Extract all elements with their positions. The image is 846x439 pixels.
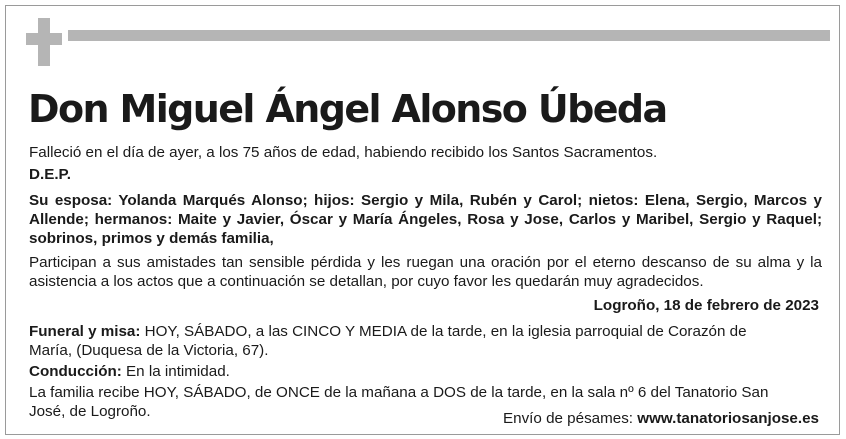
conduction-text (29, 362, 822, 381)
condolences-link[interactable]: www.tanatoriosanjose.es (637, 410, 819, 427)
condolences-line (29, 409, 819, 428)
intro-text: Falleció en el día de ayer, a los 75 años de edad, habiendo recibido los Santos Sacramentos. (29, 144, 658, 161)
funeral-label: Funeral y misa: (29, 323, 141, 340)
deceased-name: Don Miguel Ángel Alonso Úbeda (28, 87, 667, 131)
visitation-text: La familia recibe HOY, SÁBADO, de ONCE de la mañana a DOS de la tarde, en la sala nº 6 del Tanatorio San José, de Logroño. (29, 384, 769, 420)
family-text: Su esposa: Yolanda Marqués Alonso; hijos: Sergio y Mila, Rubén y Carol; nietos: Elena, Sergio, Marcos y Allende; hermanos: Maite y Javier, Óscar y María Ángeles, Rosa y Jose, Carlos y Maribel, Sergio y Raquel; sobrinos, primos y demás familia, (29, 192, 822, 247)
condolences-label: Envío de pésames: (503, 410, 638, 427)
dep-text: D.E.P. (29, 166, 71, 183)
cross-icon (26, 18, 62, 66)
obituary-card (5, 5, 840, 435)
place-date: Logroño, 18 de febrero de 2023 (593, 297, 819, 314)
conduction-label: Conducción: (29, 363, 122, 380)
message-text: Participan a sus amistades tan sensible pérdida y les ruegan una oración por el eterno descanso de su alma y la asistencia a los actos que a continuación se detallan, por cuyo favor les quedarán muy agradecidos. (29, 254, 822, 290)
funeral-text (29, 322, 789, 360)
header-rule (68, 30, 830, 41)
funeral-details: HOY, SÁBADO, a las CINCO Y MEDIA de la tarde, en la iglesia parroquial de Corazón de María, (Duquesa de la Victoria, 67). (29, 323, 747, 359)
conduction-details: En la intimidad. (121, 363, 230, 380)
